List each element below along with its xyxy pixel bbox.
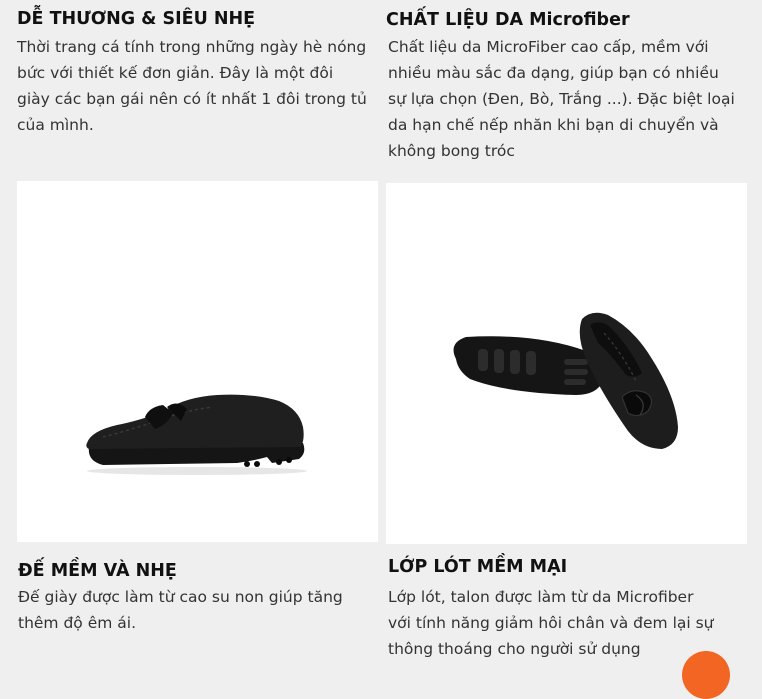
shoe-side-view-image [17, 181, 378, 542]
feature-desc-material: Chất liệu da MicroFiber cao cấp, mềm với nhiều màu sắc đa dạng, giúp bạn có nhiều sự lựa chọn (Đen, Bò, Trắng ...). Đặc biệt loại da hạn chế nếp nhăn khi bạn di chuyển và không bong tróc [388, 38, 735, 160]
feature-desc-lightweight: Thời trang cá tính trong những ngày hè nóng bức với thiết kế đơn giản. Đây là một đôi giày các bạn gái nên có ít nhất 1 đôi trong tủ của mình. [17, 38, 367, 134]
feature-title-material: CHẤT LIỆU DA Microfiber [386, 10, 630, 30]
feature-title-lining: LỚP LÓT MỀM MẠI [388, 557, 568, 577]
loafer-pair-illustration [386, 183, 747, 544]
feature-desc-lining: Lớp lót, talon được làm từ da Microfiber với tính năng giảm hôi chân và đem lại sự thông thoáng cho người sử dụng [388, 588, 714, 658]
feature-title-sole: ĐẾ MỀM VÀ NHẸ [18, 561, 177, 581]
shoe-pair-view-image [386, 183, 747, 544]
loafer-upper [86, 395, 303, 449]
feature-title-lightweight: DỄ THƯƠNG & SIÊU NHẸ [17, 9, 256, 29]
feature-desc-sole: Đế giày được làm từ cao su non giúp tăng thêm độ êm ái. [18, 588, 343, 632]
loafer-side-illustration [17, 181, 378, 542]
chat-bubble-button[interactable] [682, 651, 730, 699]
